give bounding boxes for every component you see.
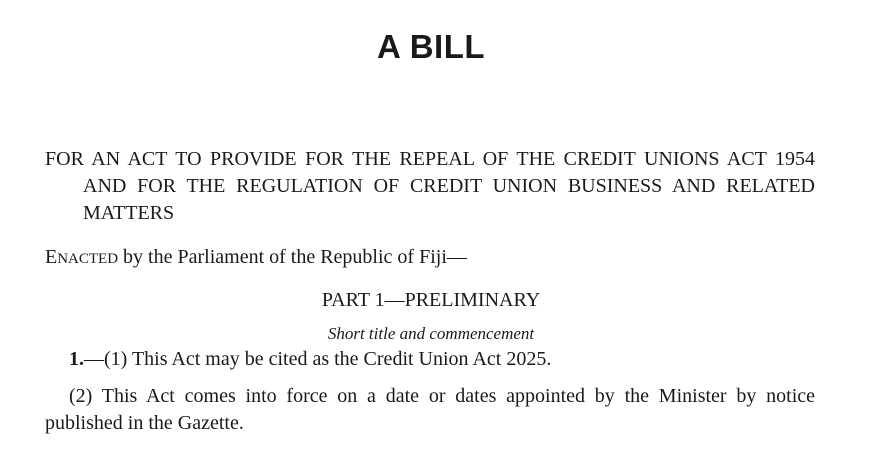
bill-title: A BILL [376,28,486,65]
section-number: 1. [69,348,84,370]
marginal-note: Short title and commencement [327,324,535,343]
enacting-rest: by the Parliament of the Republic of Fiji— [118,246,467,268]
section-1 [69,346,551,372]
enacting-first-letter: E [45,246,58,268]
long-title: FOR AN ACT TO PROVIDE FOR THE REPEAL OF THE CREDIT UNIONS ACT 1954 AND FOR THE REGULATION OF CREDIT UNION BUSINESS AND RELATED MATTERS [45,148,815,224]
part-heading: PART 1—PRELIMINARY [321,289,541,311]
enacting-smallcaps: NACTED [57,251,119,267]
enacting-formula [45,244,467,272]
section-1-text: —(1) This Act may be cited as the Credit Union Act 2025. [84,348,552,370]
subsection-2: (2) This Act comes into force on a date or dates appointed by the Minister by notice published in the Gazette. [45,385,815,434]
